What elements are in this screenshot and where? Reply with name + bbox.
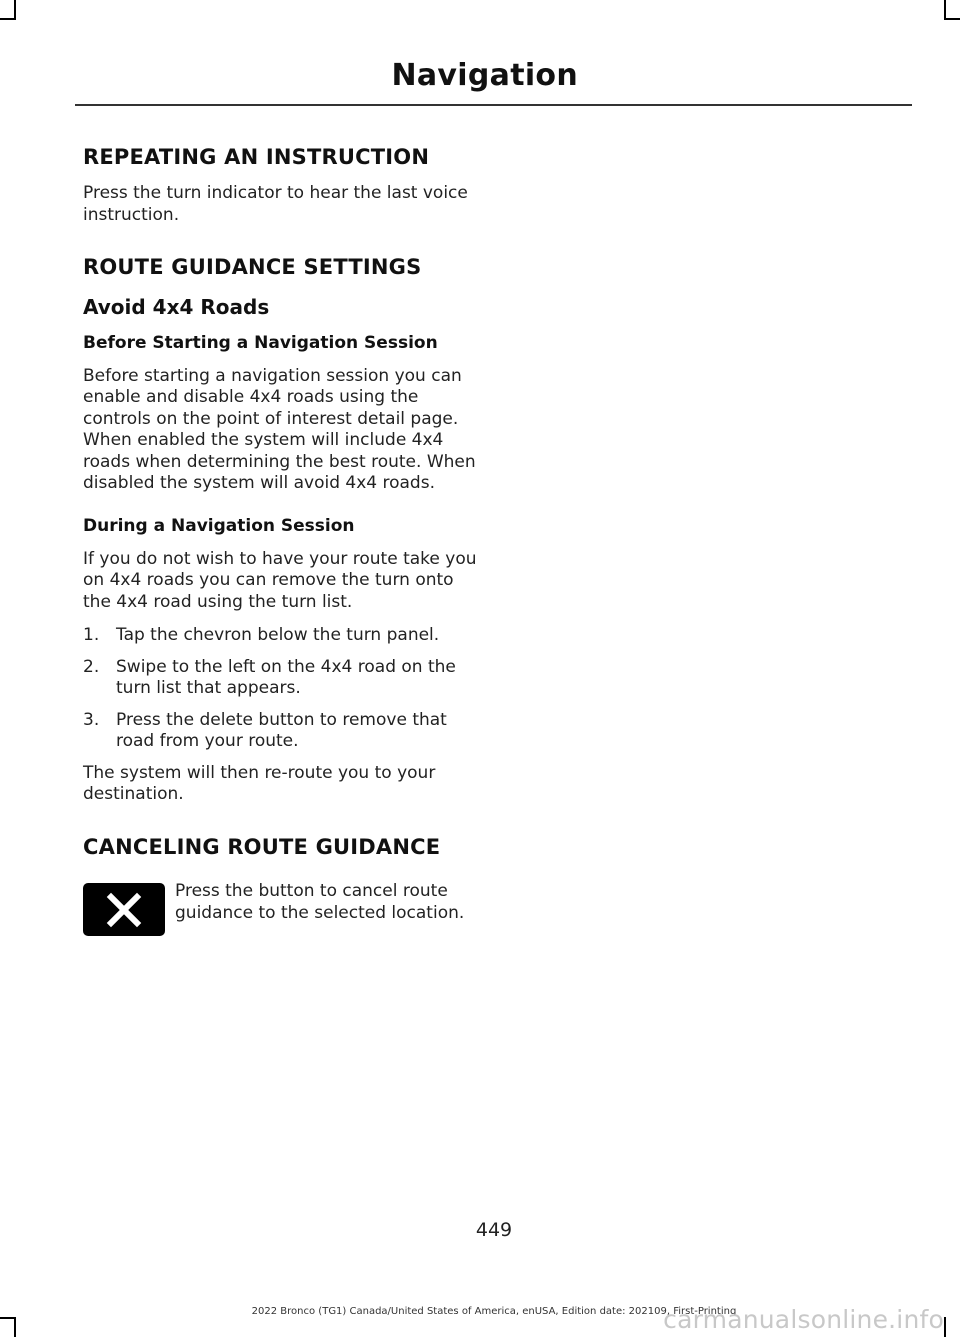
reroute-text: The system will then re-route you to your destination.	[83, 762, 436, 805]
section-heading-repeating: REPEATING AN INSTRUCTION	[83, 145, 430, 169]
subheading-avoid-4x4: Avoid 4x4 Roads	[83, 294, 270, 319]
crop-mark	[0, 1317, 16, 1319]
section-heading-route-guidance: ROUTE GUIDANCE SETTINGS	[83, 255, 422, 280]
list-item	[83, 657, 478, 700]
step-number: 2.	[83, 656, 100, 677]
crop-mark	[944, 1317, 946, 1337]
step-text: Tap the chevron below the turn panel.	[116, 625, 440, 646]
heading-before-session: Before Starting a Navigation Session	[83, 332, 438, 353]
list-item	[83, 710, 478, 753]
header-divider	[75, 104, 912, 106]
heading-during-session: During a Navigation Session	[83, 515, 355, 536]
during-session-text: If you do not wish to have your route take you on 4x4 roads you can remove the turn onto the 4x4 road using the turn list.	[83, 548, 477, 612]
step-text: Swipe to the left on the 4x4 road on the turn list that appears.	[116, 656, 456, 699]
step-number: 1.	[83, 625, 100, 646]
step-text: Press the delete button to remove that road from your route.	[116, 709, 447, 752]
step-number: 3.	[83, 709, 100, 730]
list-item	[83, 625, 478, 647]
crop-mark	[14, 1317, 16, 1337]
section-heading-canceling: CANCELING ROUTE GUIDANCE	[83, 834, 441, 859]
edition-footer: 2022 Bronco (TG1) Canada/United States of America, enUSA, Edition date: 202109, First-Printing	[251, 1306, 737, 1317]
close-icon	[83, 883, 165, 936]
steps-list	[83, 625, 478, 753]
crop-mark	[944, 18, 960, 20]
cancel-guidance-row	[83, 881, 478, 936]
crop-mark	[0, 18, 16, 20]
crop-mark	[14, 0, 16, 20]
page-title: Navigation	[391, 58, 578, 93]
cancel-guidance-text: Press the button to cancel route guidance to the selected location.	[175, 881, 465, 923]
main-content	[83, 144, 478, 936]
watermark: carmanualsonline.info	[663, 1305, 944, 1334]
repeating-text: Press the turn indicator to hear the last voice instruction.	[83, 183, 468, 225]
crop-mark	[944, 0, 946, 20]
before-session-text: Before starting a navigation session you can enable and disable 4x4 roads using the controls on the point of interest detail page. When enabled the system will include 4x4 roads when determining the best route. When disabled the system will avoid 4x4 roads.	[83, 365, 476, 494]
page-number: 449	[475, 1219, 513, 1241]
